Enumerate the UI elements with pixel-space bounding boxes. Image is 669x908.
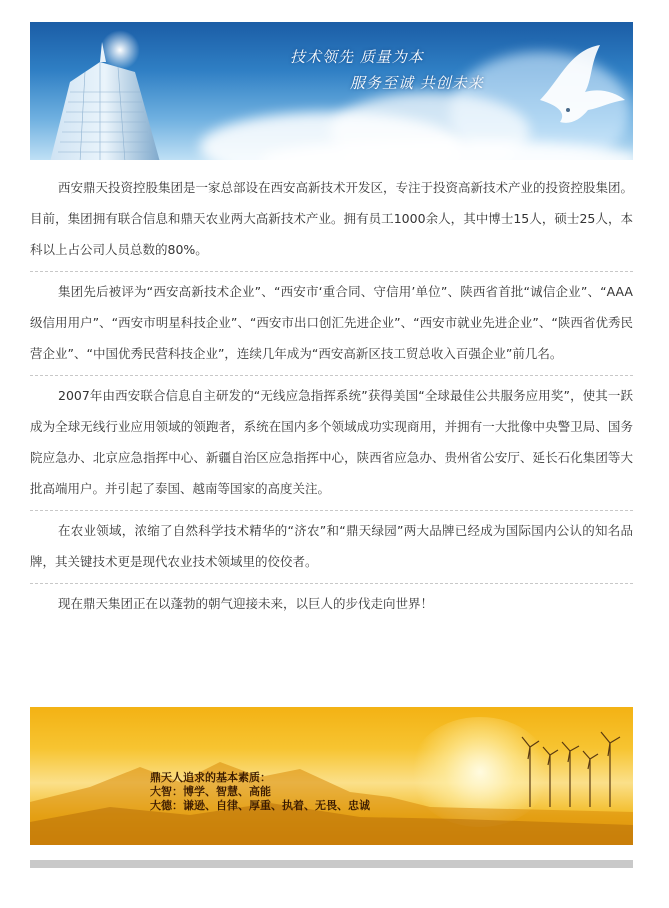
paragraph-future: 现在鼎天集团正在以蓬勃的朝气迎接未来，以巨人的步伐走向世界！ [58, 596, 434, 611]
bottom-banner [30, 707, 633, 845]
paragraph-award: 2007年由西安联合信息自主研发的“无线应急指挥系统”获得美国“全球最佳公共服务应用奖”，使其一跃成为全球无线行业应用领域的领跑者，系统在国内多个领域成功实现商用，并拥有一大批像中央警卫局、国务院应急办、北京应急指挥中心、新疆自治区应急指挥中心，陕西省应急办、贵州省公安厅、延长石化集团等大批高端用户。并引起了泰国、越南等国家的高度关注。 [30, 376, 633, 511]
motto-line-virtue: 大德：谦逊、自律、厚重、执着、无畏、忠诚 [150, 799, 370, 812]
paragraph-agriculture: 在农业领域，浓缩了自然科学技术精华的“济农”和“鼎天绿园”两大品牌已经成为国际国内公认的知名品牌，其关键技术更是现代农业技术领域里的佼佼者。 [30, 511, 633, 584]
motto-line-wisdom: 大智：博学、智慧、高能 [150, 785, 271, 798]
slogan-line-1: 技术领先 质量为本 [290, 48, 424, 66]
motto-block [150, 771, 370, 813]
content-body [30, 168, 633, 625]
paragraph-intro: 西安鼎天投资控股集团是一家总部设在西安高新技术开发区，专注于投资高新技术产业的投资控股集团。目前，集团拥有联合信息和鼎天农业两大高新技术产业。拥有员工1000余人，其中博士15人，硕士25人，本科以上占公司人员总数的80%。 [30, 168, 633, 272]
dove-icon [530, 40, 630, 144]
paragraph-honors: 集团先后被评为“西安高新技术企业”、“西安市‘重合同、守信用’单位”、陕西省首批“诚信企业”、“AAA级信用用户”、“西安市明星科技企业”、“西安市出口创汇先进企业”、“西安市就业先进企业”、“陕西省优秀民营企业”、“中国优秀民营科技企业”，连续几年成为“西安高新区技工贸总收入百强企业”前几名。 [30, 272, 633, 376]
footer-bar [30, 860, 633, 868]
slogan-line-2: 服务至诚 共创未来 [350, 74, 484, 92]
motto-title: 鼎天人追求的基本素质： [150, 771, 271, 784]
top-banner [30, 22, 633, 160]
